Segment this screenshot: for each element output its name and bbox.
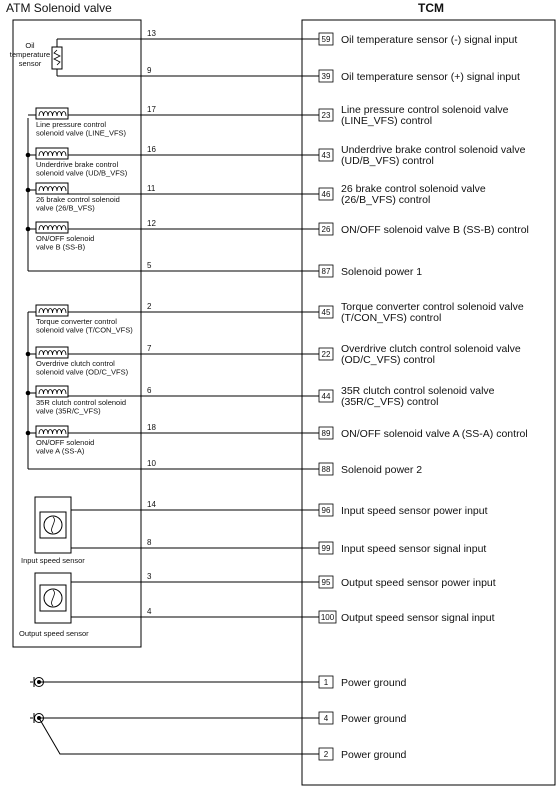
solenoid-label: solenoid valve (T/CON_VFS) xyxy=(36,325,133,335)
solenoid-coil-icon xyxy=(39,187,66,192)
solenoid-coil-icon xyxy=(39,390,66,395)
solenoid-7 xyxy=(28,386,126,416)
pin-function-label: Torque converter control solenoid valve xyxy=(341,301,524,313)
wire-number-label: 13 xyxy=(147,29,156,38)
tcm-pin-95 xyxy=(319,576,496,589)
junction-dot xyxy=(26,227,31,232)
wire-3 xyxy=(71,572,319,582)
ground-wire-3 xyxy=(39,718,319,754)
solenoid-label: valve B (SS-B) xyxy=(36,242,86,252)
tcm-pin-59 xyxy=(319,33,517,46)
oil-temp-label-3: sensor xyxy=(18,59,42,68)
pin-function-label: Overdrive clutch control solenoid valve xyxy=(341,343,521,355)
solenoid-coil-icon xyxy=(39,152,66,157)
pin-function-label: Solenoid power 1 xyxy=(341,266,423,278)
junction-dot xyxy=(26,431,31,436)
solenoid-layer xyxy=(26,108,134,456)
pin-function-label: Line pressure control solenoid valve xyxy=(341,104,509,116)
solenoid-label: Overdrive clutch control xyxy=(36,359,115,368)
wire-2 xyxy=(68,302,319,312)
pin-number: 43 xyxy=(321,151,331,160)
tcm-pin-23 xyxy=(319,104,509,127)
solenoid-label: Torque converter control xyxy=(36,317,117,326)
pin-number: 95 xyxy=(321,578,331,587)
junction-dot xyxy=(26,352,31,357)
solenoid-label: solenoid valve (LINE_VFS) xyxy=(36,128,127,138)
input-speed-sensor-wave-icon xyxy=(52,517,55,533)
input-speed-sensor-label: Input speed sensor xyxy=(21,556,85,565)
solenoid-label: 26 brake control solenoid xyxy=(36,195,120,204)
pin-number: 1 xyxy=(323,678,329,687)
wire-number-label: 8 xyxy=(147,538,152,547)
junction-dot xyxy=(26,188,31,193)
solenoid-label: solenoid valve (UD/B_VFS) xyxy=(36,168,128,178)
tcm-pin-1 xyxy=(319,676,407,689)
wire-number-label: 6 xyxy=(147,386,152,395)
tcm-pin-44 xyxy=(319,385,495,408)
wire-number-label: 14 xyxy=(147,500,156,509)
wire-6 xyxy=(68,386,319,396)
tcm-pin-46 xyxy=(319,183,486,206)
output-speed-sensor xyxy=(19,573,89,638)
wire-9 xyxy=(57,66,319,76)
solenoid-label: ON/OFF solenoid xyxy=(36,438,95,447)
wire-5 xyxy=(28,261,319,271)
pin-number: 39 xyxy=(321,72,331,81)
pin-function-label: Oil temperature sensor (-) signal input xyxy=(341,34,518,46)
output-speed-sensor-label: Output speed sensor xyxy=(19,629,89,638)
solenoid-label: valve (35R/C_VFS) xyxy=(36,406,101,416)
wire-number-label: 16 xyxy=(147,145,156,154)
junction-dot xyxy=(26,391,31,396)
wire-number-label: 18 xyxy=(147,423,156,432)
pin-function-label: (UD/B_VFS) control xyxy=(341,155,434,167)
wire-number-label: 3 xyxy=(147,572,152,581)
solenoid-8 xyxy=(28,426,94,456)
pin-function-label: ON/OFF solenoid valve A (SS-A) control xyxy=(341,428,528,440)
pin-function-label: (LINE_VFS) control xyxy=(341,115,433,127)
pin-function-label: Underdrive brake control solenoid valve xyxy=(341,144,526,156)
wire-number-label: 7 xyxy=(147,344,152,353)
wire-number-label: 4 xyxy=(147,607,152,616)
pin-function-label: (OD/C_VFS) control xyxy=(341,354,435,366)
tcm-pin-2 xyxy=(319,748,407,761)
wire-14 xyxy=(71,500,319,510)
oil-temp-label-1: Oil xyxy=(25,41,35,50)
wire-12 xyxy=(68,219,319,229)
pin-number: 45 xyxy=(321,308,331,317)
pin-function-label: Input speed sensor power input xyxy=(341,505,488,517)
pin-number: 23 xyxy=(321,111,331,120)
solenoid-5 xyxy=(28,305,133,335)
pin-function-label: Power ground xyxy=(341,713,407,725)
solenoid-label: solenoid valve (OD/C_VFS) xyxy=(36,367,129,377)
junction-dot xyxy=(26,153,31,158)
pin-number: 22 xyxy=(321,350,331,359)
pin-number: 4 xyxy=(323,714,329,723)
pin-number: 26 xyxy=(321,225,331,234)
tcm-pin-4 xyxy=(319,712,407,725)
wire-4 xyxy=(71,607,319,617)
solenoid-coil-icon xyxy=(39,112,66,117)
ground-layer xyxy=(30,677,319,754)
tcm-title: TCM xyxy=(418,1,444,15)
input-speed-sensor xyxy=(21,497,85,565)
pin-layer xyxy=(319,33,529,761)
tcm-pin-100 xyxy=(319,611,495,624)
solenoid-coil-icon xyxy=(39,351,66,356)
pin-function-label: Power ground xyxy=(341,677,407,689)
thermistor-zigzag-icon xyxy=(54,50,60,65)
tcm-pin-26 xyxy=(319,223,529,236)
pin-function-label: Oil temperature sensor (+) signal input xyxy=(341,71,520,83)
pin-function-label: (35R/C_VFS) control xyxy=(341,396,439,408)
wire-11 xyxy=(68,184,319,194)
pin-function-label: Output speed sensor power input xyxy=(341,577,496,589)
atm-solenoid-title: ATM Solenoid valve xyxy=(6,1,112,15)
solenoid-4 xyxy=(28,222,94,252)
pin-function-label: (26/B_VFS) control xyxy=(341,194,431,206)
pin-function-label: Input speed sensor signal input xyxy=(341,543,487,555)
wire-17 xyxy=(68,105,319,115)
tcm-pin-89 xyxy=(319,427,528,440)
pin-number: 88 xyxy=(321,465,331,474)
solenoid-label: Underdrive brake control xyxy=(36,160,119,169)
tcm-pin-45 xyxy=(319,301,524,324)
solenoid-coil-icon xyxy=(39,430,66,435)
solenoid-label: ON/OFF solenoid xyxy=(36,234,95,243)
pin-number: 44 xyxy=(321,392,331,401)
wire-16 xyxy=(68,145,319,155)
tcm-pin-96 xyxy=(319,504,488,517)
pin-number: 89 xyxy=(321,429,331,438)
wire-number-label: 17 xyxy=(147,105,156,114)
solenoid-6 xyxy=(28,347,129,377)
pin-number: 96 xyxy=(321,506,331,515)
tcm-pin-43 xyxy=(319,144,526,167)
tcm-pin-39 xyxy=(319,70,520,83)
pin-function-label: 35R clutch control solenoid valve xyxy=(341,385,495,397)
wire-10 xyxy=(28,459,319,469)
wire-18 xyxy=(68,423,319,433)
wire-number-label: 5 xyxy=(147,261,152,270)
solenoid-coil-icon xyxy=(39,309,66,314)
pin-function-label: Output speed sensor signal input xyxy=(341,612,495,624)
output-speed-sensor-wave-icon xyxy=(52,590,55,606)
pin-function-label: ON/OFF solenoid valve B (SS-B) control xyxy=(341,224,529,236)
tcm-pin-88 xyxy=(319,463,422,476)
wire-13 xyxy=(57,29,319,39)
wire-number-label: 11 xyxy=(147,184,156,193)
pin-function-label: Power ground xyxy=(341,749,407,761)
pin-number: 99 xyxy=(321,544,331,553)
pin-function-label: Solenoid power 2 xyxy=(341,464,423,476)
wire-number-label: 12 xyxy=(147,219,156,228)
pin-number: 2 xyxy=(323,750,329,759)
tcm-pin-87 xyxy=(319,265,422,278)
tcm-pin-99 xyxy=(319,542,486,555)
solenoid-label: valve (26/B_VFS) xyxy=(36,203,95,213)
solenoid-coil-icon xyxy=(39,226,66,231)
wire-number-label: 2 xyxy=(147,302,152,311)
solenoid-label: 35R clutch control solenoid xyxy=(36,398,127,407)
wire-7 xyxy=(68,344,319,354)
wire-number-label: 9 xyxy=(147,66,152,75)
pin-number: 100 xyxy=(320,613,335,622)
solenoid-2 xyxy=(28,148,128,178)
pin-function-label: 26 brake control solenoid valve xyxy=(341,183,486,195)
pin-number: 87 xyxy=(321,267,331,276)
solenoid-label: Line pressure control xyxy=(36,120,107,129)
oil-temperature-sensor xyxy=(10,39,62,76)
pin-number: 46 xyxy=(321,190,331,199)
wire-8 xyxy=(71,538,319,548)
tcm-pin-22 xyxy=(319,343,521,366)
pin-function-label: (T/CON_VFS) control xyxy=(341,312,442,324)
oil-temp-label-2: temperature xyxy=(9,50,51,59)
solenoid-label: valve A (SS-A) xyxy=(36,446,85,456)
wire-number-label: 10 xyxy=(147,459,156,468)
pin-number: 59 xyxy=(321,35,331,44)
solenoid-1 xyxy=(28,108,127,138)
solenoid-3 xyxy=(28,183,120,213)
